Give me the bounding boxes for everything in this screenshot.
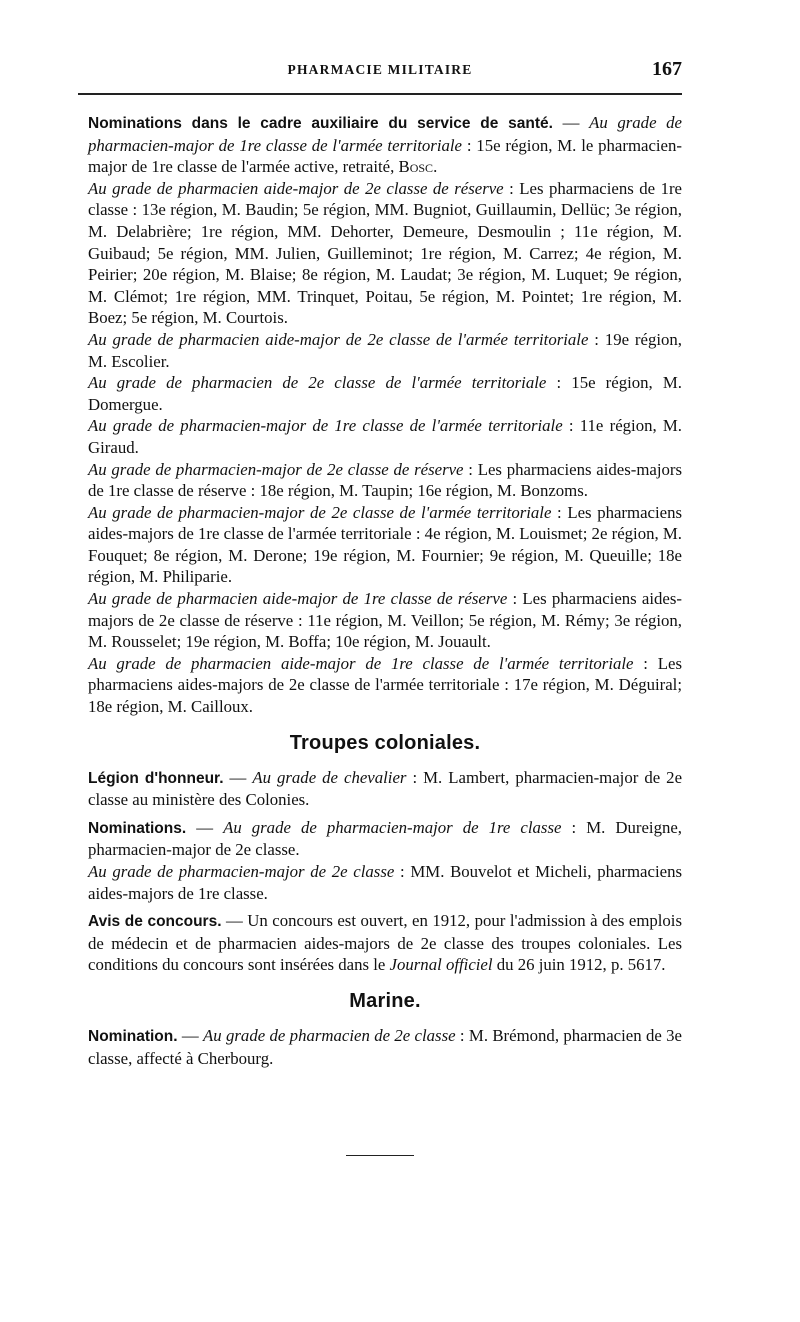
paragraph-aide-major-1re-reserve: Au grade de pharmacien aide-major de 1re classe de réserve : Les pharmaciens aides-majors de 2e classe de réserve : 11e région, M. Veillon; 5e région, M. Rémy; 3e région, M. Rousselet; 19e région, M. Boffa; 10e région, M. Jouault. (88, 589, 682, 652)
paragraph-aide-major-reserve: Au grade de pharmacien aide-major de 2e classe de réserve : Les pharmaciens de 1re classe : 13e région, M. Baudin; 5e région, MM. Bugniot, Guillaumin, Dellüc; 3e région, M. Delabrière; 1re région, MM. Dehorter, Demeure, Desmoulin ; 11e région, M. Guibaud; 5e région, MM. Julien, Guilleminot; 1re région, M. Carrez; 4e région, M. Peirier; 20e région, M. Blaise; 8e région, M. Laudat; 3e région, M. Luquet; 9e région, M. Clémot; 1re région, MM. Trinquet, Poitau, 5e région, M. Pointet; 1re région, M. Boez; 5e région, M. Courtois. (88, 178, 682, 328)
paragraph-colonial-major-2e: Au grade de pharmacien-major de 2e classe : MM. Bouvelot et Micheli, pharmaciens aides-majors de 1re classe. (88, 862, 682, 903)
header-rule (78, 93, 682, 95)
paragraph-heading: Nomination. (88, 1027, 178, 1045)
paragraph-heading: Nominations dans le cadre auxiliaire du service de santé. (88, 115, 553, 132)
paragraph-major-1re-territoriale: Au grade de pharmacien-major de 1re classe de l'armée territoriale : 11e région, M. Giraud. (88, 416, 683, 457)
page-number: 167 (652, 58, 682, 80)
page-body (88, 112, 682, 1069)
paragraph-auxiliaire-intro: Nominations dans le cadre auxiliaire du service de santé. — Au grade de pharmacien-major de 1re classe de l'armée territoriale : 15e région, M. le pharmacien-major de 1re classe de l'armée active, retraité, Bosc. (88, 113, 683, 177)
paragraph-major-2e-territoriale: Au grade de pharmacien-major de 2e classe de l'armée territoriale : Les pharmaciens aides-majors de 1re classe de l'armée territoriale : 4e région, M. Louismet; 2e région, M. Fouquet; 8e région, M. Derone; 19e région, M. Fournier; 9e région, M. Queuille; 18e région, M. Philiparie. (88, 502, 682, 587)
section-title-marine: Marine. (349, 989, 421, 1012)
paragraph-heading: Nominations. (88, 819, 187, 837)
paragraph-colonial-nominations: Nominations. — Au grade de pharmacien-major de 1re classe : M. Dureigne, pharmacien-major de 2e classe. (88, 817, 683, 860)
paragraph-major-2e-reserve: Au grade de pharmacien-major de 2e classe de réserve : Les pharmaciens aides-majors de 1re classe de réserve : 18e région, M. Taupin; 16e région, M. Bonzoms. (88, 459, 683, 501)
paragraph-heading: Avis de concours. (88, 913, 222, 931)
paragraph-marine-nomination: Nomination. — Au grade de pharmacien de 2e classe : M. Brémond, pharmacien de 3e classe, affecté à Cherbourg. (88, 1025, 682, 1068)
running-title: PHARMACIE MILITAIRE (287, 62, 473, 77)
paragraph-heading: Légion d'honneur. (88, 769, 224, 787)
paragraph-aide-major-territoriale: Au grade de pharmacien aide-major de 2e classe de l'armée territoriale : 19e région, M. Escolier. (88, 329, 683, 371)
paragraph-pharmacien-territoriale: Au grade de pharmacien de 2e classe de l'armée territoriale : 15e région, M. Domergue. (88, 373, 682, 414)
end-rule (346, 1155, 414, 1156)
paragraph-avis-concours: Avis de concours. — Un concours est ouvert, en 1912, pour l'admission à des emplois de médecin et de pharmacien aides-majors de 2e classe des troupes coloniales. Les conditions du concours sont insérées dans le Journal officiel du 26 juin 1912, p. 5617. (88, 911, 683, 975)
paragraph-aide-major-1re-territoriale: Au grade de pharmacien aide-major de 1re classe de l'armée territoriale : Les pharmaciens aides-majors de 2e classe de l'armée territoriale : 17e région, M. Déguiral; 18e région, M. Cailloux. (88, 653, 682, 717)
section-title-troupes-coloniales: Troupes coloniales. (289, 731, 481, 754)
page-header (78, 58, 682, 88)
paragraph-legion-honneur: Légion d'honneur. — Au grade de chevalier : M. Lambert, pharmacien-major de 2e classe au ministère des Colonies. (88, 767, 683, 810)
